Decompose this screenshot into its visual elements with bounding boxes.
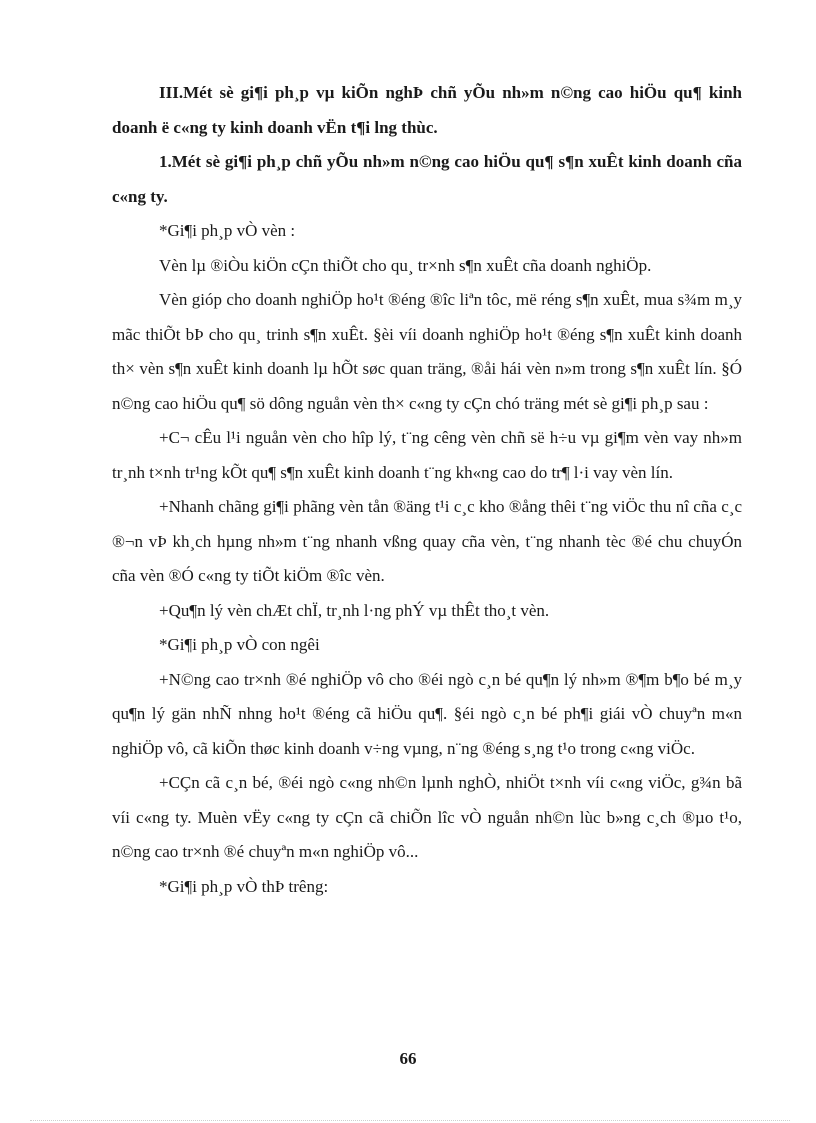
paragraph: Vèn gióp cho doanh nghiÖp ho¹t ®éng ®îc liªn tôc, më réng s¶n xuÊt, mua s¾m m¸y mãc thiÕt bÞ cho qu¸ trinh s¶n xuÊt. §èi víi doanh nghiÖp ho¹t ®éng s¶n xuÊt kinh doanh th× vèn s¶n xuÊt kinh doanh lµ hÕt søc quan träng, ®åi hái vèn n»m trong s¶n xuÊt lín. §Ó n©ng cao hiÖu qu¶ sö dông nguån vèn th× c«ng ty cÇn chó träng mét sè gi¶i ph¸p sau : (112, 290, 742, 413)
paragraph: +CÇn cã c¸n bé, ®éi ngò c«ng nh©n lµnh nghÒ, nhiÖt t×nh víi c«ng viÖc, g¾n bã víi c«ng ty. Muèn vËy c«ng ty cÇn cã chiÕn lîc vÒ nguån nh©n lùc b»ng c¸ch ®µo t¹o, n©ng cao tr×nh ®é chuyªn m«n nghiÖp vô... (112, 773, 742, 861)
paragraph: *Gi¶i ph¸p vÒ thÞ trêng: (159, 876, 329, 896)
paragraph: +Nhanh chãng gi¶i phãng vèn tån ®äng t¹i c¸c kho ®ång thêi t¨ng viÖc thu nî cña c¸c ®¬n vÞ kh¸ch hµng nh»m t¨ng nhanh vßng quay cña vèn, t¨ng nhanh tèc ®é chu chuyÓn cña vèn ®Ó c«ng ty tiÕt kiÖm ®îc vèn. (112, 497, 742, 585)
document-body (112, 76, 742, 904)
paragraph: +C¬ cÊu l¹i nguån vèn cho hîp lý, t¨ng cêng vèn chñ së h÷u vµ gi¶m vèn vay nh»m tr¸nh t×nh tr¹ng kÕt qu¶ s¶n xuÊt kinh doanh t¨ng kh«ng cao do tr¶ l·i vay vèn lín. (112, 428, 742, 482)
section-heading: III.Mét sè gi¶i ph¸p vµ kiÕn nghÞ chñ yÕu nh»m n©ng cao hiÖu qu¶ kinh doanh ë c«ng ty kinh doanh vËn t¶i lng thùc. (112, 83, 742, 137)
paragraph: +Qu¶n lý vèn chÆt chÏ, tr¸nh l·ng phÝ vµ thÊt tho¸t vèn. (159, 600, 550, 620)
paragraph: *Gi¶i ph¸p vÒ con ngêi (159, 635, 320, 654)
footer-divider (30, 1120, 790, 1121)
page-number: 66 (399, 1049, 417, 1068)
paragraph: +N©ng cao tr×nh ®é nghiÖp vô cho ®éi ngò c¸n bé qu¶n lý nh»m ®¶m b¶o bé m¸y qu¶n lý gän nhÑ nhng ho¹t ®éng cã hiÖu qu¶. §éi ngò c¸n bé ph¶i giái vÒ chuyªn m«n nghiÖp vô, cã kiÕn thøc kinh doanh v÷ng vµng, n¨ng ®éng s¸ng t¹o trong c«ng viÖc. (112, 669, 742, 758)
paragraph: Vèn lµ ®iÒu kiÖn cÇn thiÕt cho qu¸ tr×nh s¶n xuÊt cña doanh nghiÖp. (159, 255, 652, 275)
paragraph: *Gi¶i ph¸p vÒ vèn : (159, 221, 296, 240)
subsection-heading: 1.Mét sè gi¶i ph¸p chñ yÕu nh»m n©ng cao hiÖu qu¶ s¶n xuÊt kinh doanh cña c«ng ty. (112, 152, 742, 206)
